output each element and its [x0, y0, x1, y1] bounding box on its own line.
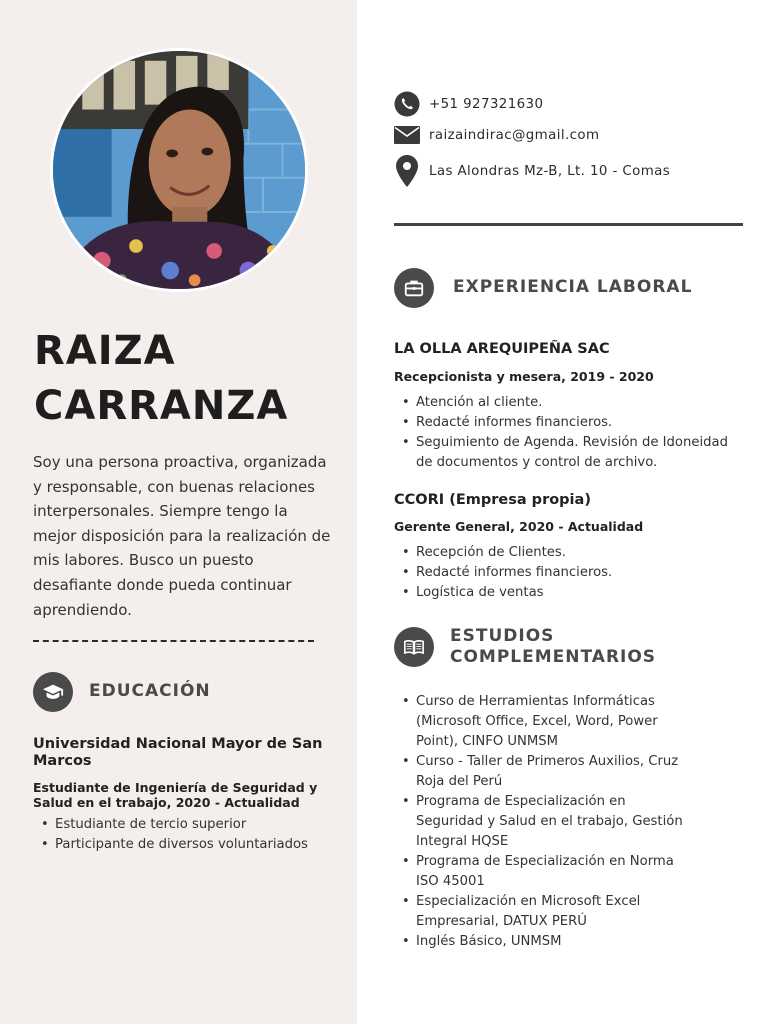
list-item: • Logística de ventas	[394, 583, 744, 603]
job-company: CCORI (Empresa propia)	[394, 492, 591, 508]
last-name: CARRANZA	[34, 383, 289, 429]
studies-title-line2: COMPLEMENTARIOS	[450, 647, 657, 667]
education-institution: Universidad Nacional Mayor de San Marcos	[33, 736, 323, 769]
list-item: • Programa de Especialización en Seguridad y Salud en el trabajo, Gestión Integral HQSE	[394, 792, 684, 852]
dashed-divider	[33, 640, 314, 642]
envelope-icon	[394, 122, 420, 148]
list-item: • Atención al cliente.	[394, 393, 744, 413]
job-duties	[394, 393, 744, 473]
open-book-icon	[394, 627, 434, 667]
contact-phone	[394, 91, 543, 117]
bio-text: Soy una persona proactiva, organizada y responsable, con buenas relaciones interpersonales. Siempre tengo la mejor disposición para la realización de mis labores. Busco un puesto desafiante donde pueda continuar aprendiendo.	[33, 453, 331, 619]
list-item: • Recepción de Clientes.	[394, 543, 744, 563]
education-title: EDUCACIÓN	[89, 681, 211, 701]
studies-title	[450, 626, 656, 668]
address-text: Las Alondras Mz-B, Lt. 10 - Comas	[429, 163, 671, 179]
contact-address	[394, 155, 670, 187]
list-item: • Redacté informes financieros.	[394, 563, 744, 583]
education-degree: Estudiante de Ingeniería de Seguridad y Salud en el trabajo, 2020 - Actualidad	[33, 780, 318, 810]
phone-number: +51 927321630	[429, 96, 544, 112]
briefcase-icon	[394, 268, 434, 308]
list-item: • Estudiante de tercio superior	[33, 815, 333, 835]
experience-title: EXPERIENCIA LABORAL	[453, 277, 693, 297]
phone-icon	[394, 91, 420, 117]
studies-title-line1: ESTUDIOS	[450, 626, 555, 646]
contact-divider	[394, 223, 743, 226]
list-item: • Redacté informes financieros.	[394, 413, 744, 433]
graduation-cap-icon	[33, 672, 73, 712]
list-item: • Seguimiento de Agenda. Revisión de Idoneidad de documentos y control de archivo.	[394, 433, 744, 473]
list-item: • Inglés Básico, UNMSM	[394, 932, 684, 952]
list-item: • Curso - Taller de Primeros Auxilios, Cruz Roja del Perú	[394, 752, 684, 792]
email-address: raizaindirac@gmail.com	[429, 127, 600, 143]
job-duties	[394, 543, 744, 603]
list-item: • Programa de Especialización en Norma ISO 45001	[394, 852, 684, 892]
location-pin-icon	[394, 155, 420, 187]
full-name	[34, 324, 288, 434]
list-item: • Curso de Herramientas Informáticas (Microsoft Office, Excel, Word, Power Point), CINFO UNMSM	[394, 692, 684, 752]
contact-email	[394, 122, 599, 148]
studies-list	[394, 692, 684, 952]
job-role: Recepcionista y mesera, 2019 - 2020	[394, 369, 654, 384]
education-list	[33, 815, 333, 855]
profile-photo	[50, 48, 308, 292]
list-item: • Especialización en Microsoft Excel Empresarial, DATUX PERÚ	[394, 892, 684, 932]
job-role: Gerente General, 2020 - Actualidad	[394, 519, 644, 534]
job-company: LA OLLA AREQUIPEÑA SAC	[394, 341, 610, 357]
first-name: RAIZA	[34, 328, 176, 374]
list-item: • Participante de diversos voluntariados	[33, 835, 333, 855]
